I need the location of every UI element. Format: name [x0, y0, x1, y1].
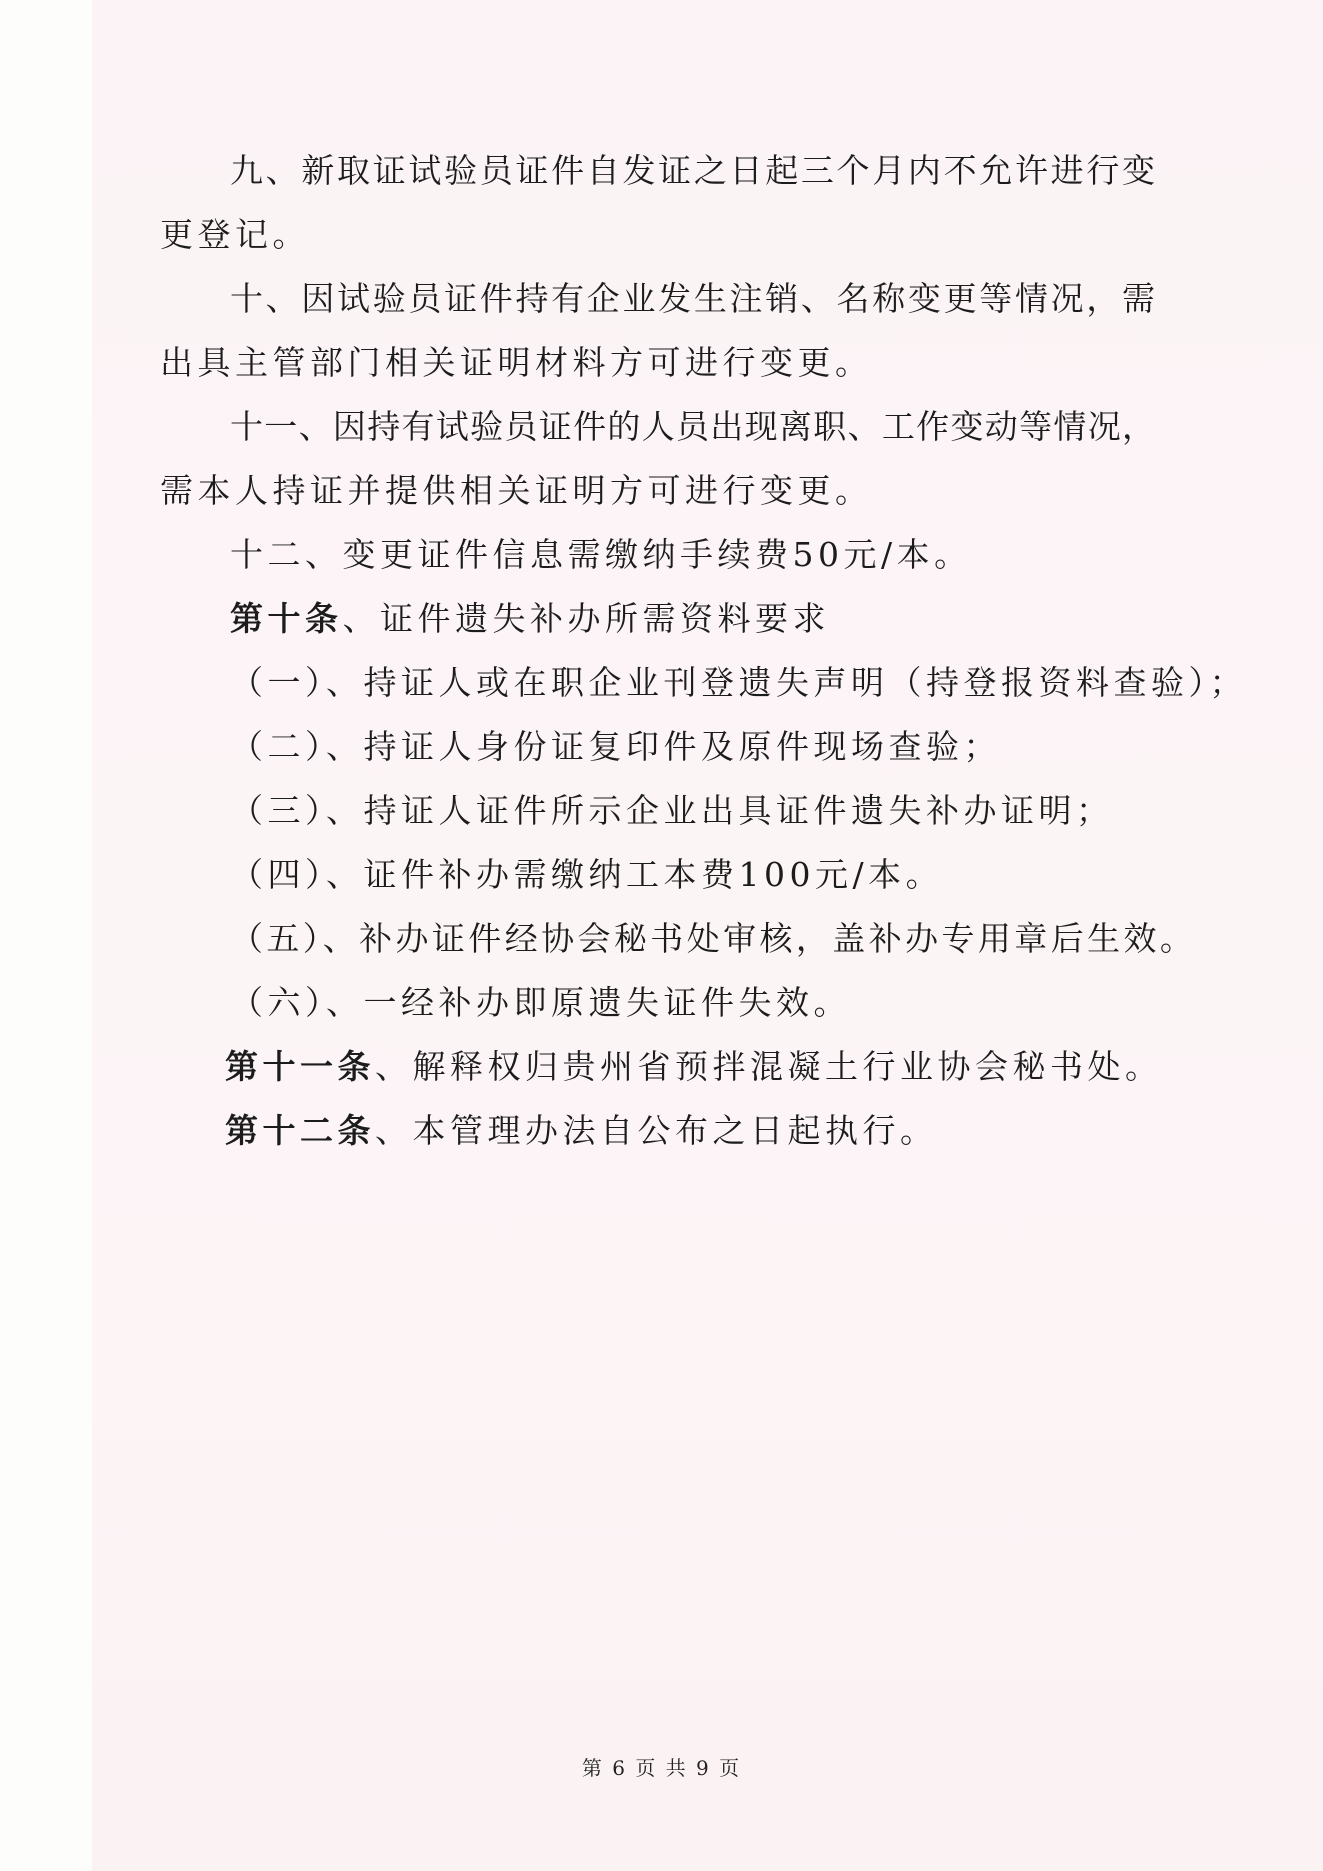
- item-12-line: 十二、变更证件信息需缴纳手续费50元/本。: [230, 535, 972, 574]
- article-12-text: 、本管理办法自公布之日起执行。: [375, 1111, 938, 1150]
- article-10-sub-item: （五）、补办证件经协会秘书处审核，盖补办专用章后生效。: [230, 919, 1197, 958]
- article-12: [225, 1111, 938, 1151]
- article-10-label: 第十条: [230, 599, 343, 638]
- item-10-line-2: 出具主管部门相关证明材料方可进行变更。: [160, 343, 873, 382]
- article-10-sub-item: （一）、持证人或在职企业刊登遗失声明（持登报资料查验）；: [230, 663, 1247, 702]
- article-10-text: 、证件遗失补办所需资料要求: [342, 599, 830, 638]
- page-indicator: 第 6 页 共 9 页: [581, 1756, 742, 1780]
- item-9-line-2: 更登记。: [160, 215, 310, 254]
- article-10-sub-item: （六）、一经补办即原遗失证件失效。: [230, 983, 851, 1022]
- article-10-sub-item: （三）、持证人证件所示企业出具证件遗失补办证明；: [230, 791, 1114, 830]
- scan-left-margin: [0, 0, 92, 1871]
- article-11: [225, 1047, 1163, 1087]
- item-11-line-2: 需本人持证并提供相关证明方可进行变更。: [160, 471, 873, 510]
- article-10-heading: [230, 599, 830, 639]
- article-11-label: 第十一条: [225, 1047, 375, 1086]
- item-9-line-1: 九、新取证试验员证件自发证之日起三个月内不允许进行变: [230, 151, 1155, 190]
- article-12-label: 第十二条: [225, 1111, 375, 1150]
- article-10-sub-item: （二）、持证人身份证复印件及原件现场查验；: [230, 727, 1001, 766]
- item-10-line-1: 十、因试验员证件持有企业发生注销、名称变更等情况，需: [230, 279, 1155, 318]
- item-11-line-1: 十一、因持有试验员证件的人员出现离职、工作变动等情况，: [230, 407, 1155, 446]
- article-11-text: 、解释权归贵州省预拌混凝土行业协会秘书处。: [375, 1047, 1163, 1086]
- article-10-sub-item: （四）、证件补办需缴纳工本费100元/本。: [230, 855, 944, 894]
